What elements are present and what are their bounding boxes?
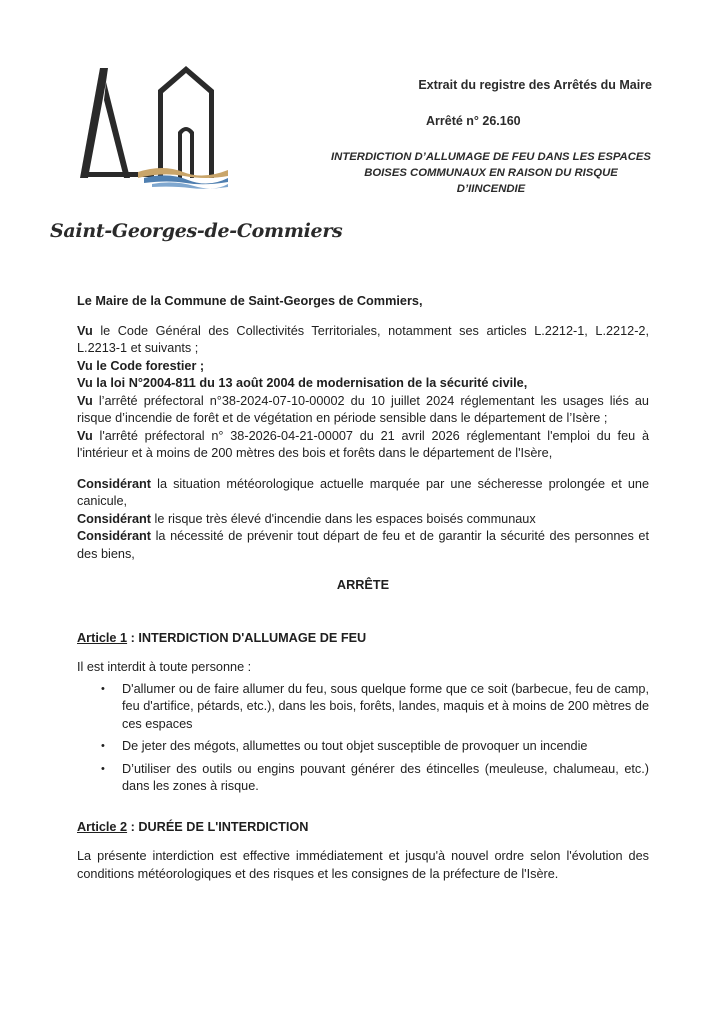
house-logo-icon [78, 60, 228, 210]
list-item-text: D'allumer ou de faire allumer du feu, sous quelque forme que ce soit (barbecue, feu de camp, feu d'artifice, pétards, etc.), dans les bois, forêts, landes, maquis et à moins de 200 mètres de ces espaces [122, 681, 649, 731]
vu-paragraph [77, 393, 649, 428]
considerant-text: la nécessité de prévenir tout départ de feu et de garantir la sécurité des personnes et des biens, [77, 529, 649, 561]
article-1-number: Article 1 [77, 630, 128, 645]
list-item [77, 761, 649, 796]
considerant-paragraph [77, 528, 649, 563]
bullet-icon: • [101, 762, 105, 775]
considerant-lead: Considérant [77, 476, 152, 491]
registre-label: Extrait du registre des Arrêtés du Maire [418, 78, 652, 92]
intro-line: Le Maire de la Commune de Saint-Georges de Commiers, [77, 294, 423, 308]
vu-lead: Vu [77, 428, 93, 443]
vu-text: le Code Général des Collectivités Territoriales, notamment ses articles L.2212-1, L.2212-2, L.2213-1 et suivants ; [77, 323, 649, 355]
considerant-text: le risque très élevé d'incendie dans les espaces boisés communaux [151, 511, 536, 526]
list-item [77, 681, 649, 734]
article-2-heading: : DURÉE DE L'INTERDICTION [127, 819, 309, 834]
vu-text: l'arrêté préfectoral n° 38-2026-04-21-00007 du 21 avril 2026 réglementant l'emploi du feu à l'intérieur et à moins de 200 mètres des bois et forêts dans le département de l'Isère, [77, 428, 649, 460]
article-2-title [77, 819, 649, 837]
document-title-line: INTERDICTION D’ALLUMAGE DE FEU DANS LES ESPACES [331, 151, 651, 163]
list-item-text: De jeter des mégots, allumettes ou tout objet susceptible de provoquer un incendie [122, 739, 588, 753]
considerant-lead: Considérant [77, 511, 152, 526]
article-1-heading: : INTERDICTION D'ALLUMAGE DE FEU [127, 630, 367, 645]
vu-lead: Vu [77, 323, 93, 338]
commune-logo [50, 60, 343, 250]
vu-text: l’arrêté préfectoral n°38-2024-07-10-00002 du 10 juillet 2024 réglementant les usages liés au risque d’incendie de forêt et de végétation en période sensible dans le département de l’Isère ; [77, 393, 649, 425]
considerant-paragraph [77, 511, 649, 529]
article-1-list [77, 681, 649, 796]
list-item-text: D’utiliser des outils ou engins pouvant générer des étincelles (meuleuse, chalumeau, etc.) dans les zones à risque. [122, 761, 649, 793]
considerant-lead: Considérant [77, 529, 152, 543]
article-1-title [77, 630, 649, 648]
arrete-number: Arrêté n° 26.160 [426, 114, 521, 128]
arrete-heading: ARRÊTE [336, 578, 390, 592]
vu-lead: Vu la loi N°2004-811 du 13 août 2004 de modernisation de la sécurité civile, [77, 376, 528, 390]
logo-commune-name: Saint-Georges-de-Commiers [50, 220, 343, 242]
considerant-text: la situation météorologique actuelle marquée par une sécheresse prolongée et une canicule, [77, 476, 649, 508]
article-2-number: Article 2 [77, 819, 128, 834]
vu-paragraph [77, 375, 649, 393]
document-title [330, 149, 652, 197]
document-title-line: D’IINCENDIE [456, 183, 526, 195]
bullet-icon: • [101, 740, 105, 752]
vu-paragraph [77, 358, 649, 376]
article-2-text: La présente interdiction est effective immédiatement et jusqu'à nouvel ordre selon l'évolution des conditions météorologiques et des risques et les consignes de la préfecture de l'Isère. [77, 849, 649, 881]
article-1-lead: Il est interdit à toute personne : [77, 660, 252, 674]
considerant-paragraph [77, 476, 649, 511]
bullet-icon: • [101, 682, 105, 695]
vu-paragraph [77, 428, 649, 463]
list-item [77, 738, 649, 756]
vu-paragraph [77, 323, 649, 358]
document-body [77, 293, 649, 883]
document-title-line: BOISES COMMUNAUX EN RAISON DU RISQUE [364, 167, 618, 179]
vu-lead: Vu le Code forestier ; [77, 358, 205, 373]
vu-lead: Vu [77, 393, 93, 408]
